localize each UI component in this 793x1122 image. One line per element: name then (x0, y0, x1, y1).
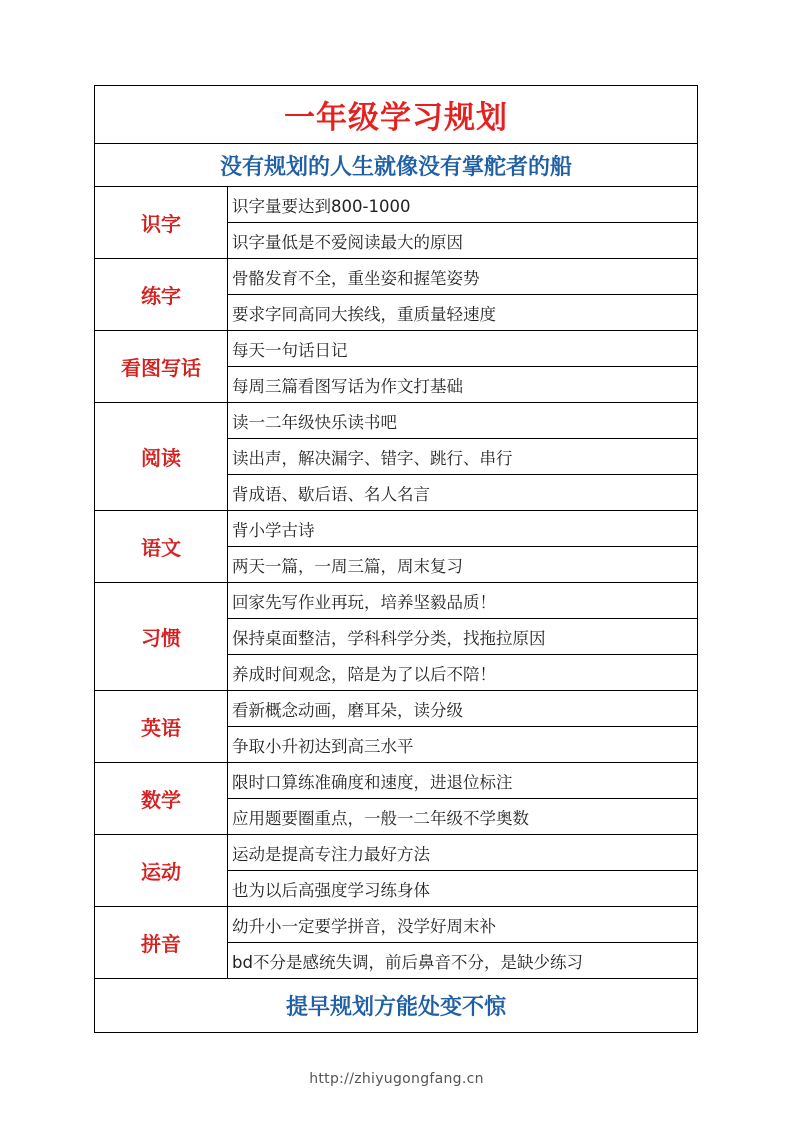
plan-item: 读出声，解决漏字、错字、跳行、串行 (228, 439, 698, 475)
category-label: 语文 (95, 511, 228, 583)
plan-item: 要求字同高同大挨线，重质量轻速度 (228, 295, 698, 331)
plan-item: 运动是提高专注力最好方法 (228, 835, 698, 871)
plan-item: 识字量低是不爱阅读最大的原因 (228, 223, 698, 259)
plan-item: 看新概念动画，磨耳朵，读分级 (228, 691, 698, 727)
plan-item: 读一二年级快乐读书吧 (228, 403, 698, 439)
plan-item: 识字量要达到800-1000 (228, 187, 698, 223)
category-label: 习惯 (95, 583, 228, 691)
category-label: 识字 (95, 187, 228, 259)
category-label: 看图写话 (95, 331, 228, 403)
table-row (95, 763, 698, 799)
plan-item: 骨骼发育不全，重坐姿和握笔姿势 (228, 259, 698, 295)
plan-item: bd不分是感统失调，前后鼻音不分，是缺少练习 (228, 943, 698, 979)
category-label: 练字 (95, 259, 228, 331)
table-row (95, 835, 698, 871)
plan-item: 限时口算练准确度和速度，进退位标注 (228, 763, 698, 799)
plan-item: 每周三篇看图写话为作文打基础 (228, 367, 698, 403)
category-label: 英语 (95, 691, 228, 763)
source-url: http://zhiyugongfang.cn (309, 1071, 484, 1087)
category-label: 运动 (95, 835, 228, 907)
plan-item: 争取小升初达到高三水平 (228, 727, 698, 763)
plan-item: 幼升小一定要学拼音，没学好周末补 (228, 907, 698, 943)
table-row (95, 259, 698, 295)
plan-item: 养成时间观念，陪是为了以后不陪！ (228, 655, 698, 691)
plan-item: 回家先写作业再玩，培养坚毅品质！ (228, 583, 698, 619)
subtitle-row (95, 144, 698, 187)
title-row (95, 86, 698, 144)
table-row (95, 583, 698, 619)
table-row (95, 331, 698, 367)
plan-item: 应用题要圈重点，一般一二年级不学奥数 (228, 799, 698, 835)
category-label: 阅读 (95, 403, 228, 511)
page-title: 一年级学习规划 (95, 86, 698, 144)
table-row (95, 403, 698, 439)
table-row (95, 691, 698, 727)
plan-item: 也为以后高强度学习练身体 (228, 871, 698, 907)
footer-slogan: 提早规划方能处变不惊 (95, 979, 698, 1033)
table-row (95, 511, 698, 547)
footer-row (95, 979, 698, 1033)
plan-item: 背小学古诗 (228, 511, 698, 547)
plan-item: 两天一篇，一周三篇，周末复习 (228, 547, 698, 583)
study-plan-table (94, 85, 698, 1033)
plan-item: 每天一句话日记 (228, 331, 698, 367)
page-subtitle: 没有规划的人生就像没有掌舵者的船 (95, 144, 698, 187)
category-label: 数学 (95, 763, 228, 835)
category-label: 拼音 (95, 907, 228, 979)
plan-item: 背成语、歇后语、名人名言 (228, 475, 698, 511)
table-row (95, 907, 698, 943)
plan-item: 保持桌面整洁，学科科学分类，找拖拉原因 (228, 619, 698, 655)
table-row (95, 187, 698, 223)
